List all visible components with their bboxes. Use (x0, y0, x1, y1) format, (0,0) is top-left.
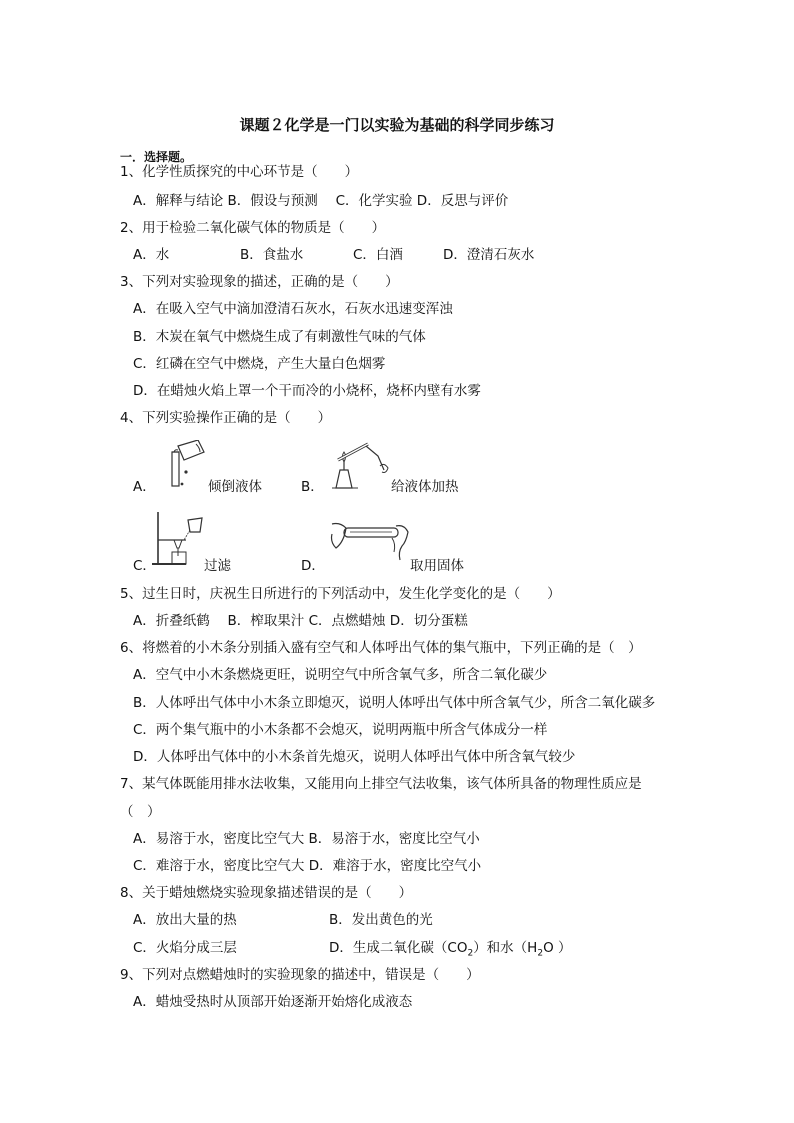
question-4-option-c-letter: C． (133, 558, 156, 574)
question-1-stem: 1、化学性质探究的中心环节是（ ） (120, 164, 359, 180)
co2-subscript: 2 (467, 948, 474, 959)
question-4-option-a-label: 倾倒液体 (208, 479, 262, 495)
question-7-stem-continued: （ ） (120, 804, 161, 820)
question-9-option-a: A．蜡烛受热时从顶部开始逐渐开始熔化成液态 (133, 994, 413, 1010)
question-7-stem: 7、某气体既能用排水法收集，又能用向上排空气法收集，该气体所具备的物理性质应是 (120, 776, 642, 792)
question-4-option-c-label: 过滤 (204, 558, 231, 574)
section-heading: 一．选择题。 (120, 150, 193, 164)
question-6-option-a: A．空气中小木条燃烧更旺，说明空气中所含氧气多，所含二氧化碳少 (133, 667, 548, 683)
question-2-option-a: A．水 (133, 247, 170, 263)
question-3-option-d: D．在蜡烛火焰上罩一个干而冷的小烧杯，烧杯内壁有水雾 (133, 383, 481, 399)
question-5-stem: 5、过生日时，庆祝生日所进行的下列活动中，发生化学变化的是（ ） (120, 586, 561, 602)
question-3-stem: 3、下列对实验现象的描述，正确的是（ ） (120, 274, 399, 290)
question-7-options-cd: C．难溶于水，密度比空气大 D．难溶于水，密度比空气小 (133, 858, 482, 874)
question-6-option-c: C．两个集气瓶中的小木条都不会熄灭，说明两瓶中所含气体成分一样 (133, 722, 548, 738)
question-4-option-a-letter: A． (133, 479, 156, 495)
question-1-options: A．解释与结论 B．假设与预测 C．化学实验 D．反思与评价 (133, 193, 509, 209)
question-2-stem: 2、用于检验二氧化碳气体的物质是（ ） (120, 220, 386, 236)
option-d-text-3: O ） (543, 940, 572, 956)
option-d-text-1: D．生成二氧化碳（CO (329, 940, 468, 956)
question-8-option-c: C．火焰分成三层 (133, 940, 237, 956)
question-8-option-a: A．放出大量的热 (133, 912, 237, 928)
question-2-option-d: D．澄清石灰水 (443, 247, 535, 263)
taking-solid-figure (330, 518, 410, 564)
question-3-option-a: A．在吸入空气中滴加澄清石灰水，石灰水迅速变浑浊 (133, 301, 453, 317)
question-4-option-d-label: 取用固体 (410, 558, 464, 574)
question-6-option-d: D．人体呼出气体中的小木条首先熄灭，说明人体呼出气体中所含氧气较少 (133, 749, 576, 765)
question-3-option-c: C．红磷在空气中燃烧，产生大量白色烟雾 (133, 356, 386, 372)
question-4-option-d-letter: D． (301, 558, 325, 574)
question-9-stem: 9、下列对点燃蜡烛时的实验现象的描述中，错误是（ ） (120, 967, 480, 983)
question-6-option-b: B．人体呼出气体中小木条立即熄灭，说明人体呼出气体中所含氧气少，所含二氧化碳多 (133, 695, 656, 711)
question-8-stem: 8、关于蜡烛燃烧实验现象描述错误的是（ ） (120, 885, 413, 901)
question-7-options-ab: A．易溶于水，密度比空气大 B．易溶于水，密度比空气小 (133, 831, 480, 847)
question-4-option-b-letter: B． (301, 479, 324, 495)
pouring-liquid-figure (156, 440, 208, 492)
question-4-stem: 4、下列实验操作正确的是（ ） (120, 410, 332, 426)
question-4-option-b-label: 给液体加热 (391, 479, 459, 495)
question-5-options: A．折叠纸鹤 B．榨取果汁 C．点燃蜡烛 D．切分蛋糕 (133, 613, 468, 629)
question-3-option-b: B．木炭在氧气中燃烧生成了有刺激性气味的气体 (133, 329, 426, 345)
question-8-option-d (329, 939, 572, 963)
question-2-option-b: B．食盐水 (240, 247, 304, 263)
h2o-subscript: 2 (537, 948, 544, 959)
question-2-option-c: C．白酒 (353, 247, 403, 263)
question-8-option-b: B．发出黄色的光 (329, 912, 433, 928)
page-title: 课题２化学是一门以实验为基础的科学同步练习 (239, 116, 555, 134)
question-6-stem: 6、将燃着的小木条分别插入盛有空气和人体呼出气体的集气瓶中，下列正确的是（ ） (120, 640, 642, 656)
heating-liquid-figure (328, 440, 390, 492)
option-d-text-2: ）和水（H (473, 940, 538, 956)
filtering-figure (152, 510, 206, 568)
